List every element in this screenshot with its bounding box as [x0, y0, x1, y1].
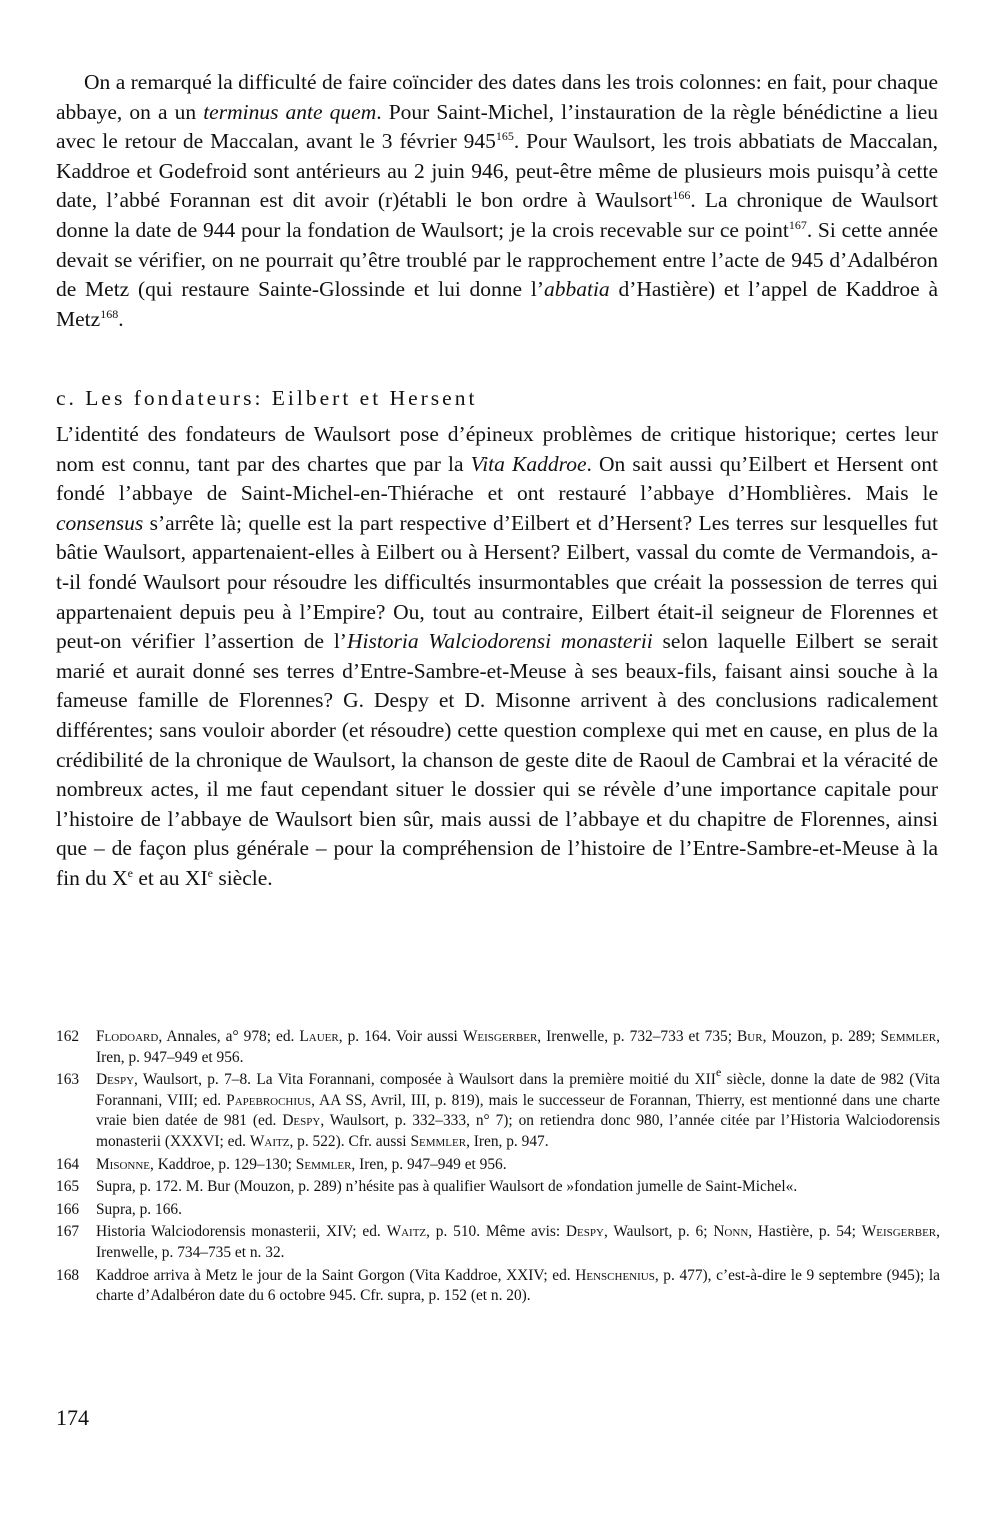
footnote-text-segment: , Mouzon, p. 289;	[762, 1028, 881, 1045]
footnote-text-segment: , Waulsort, p. 7–8. La Vita Forannani, composée à Waulsort dans la première moitié du XII	[134, 1071, 716, 1089]
footnote-number: 163	[56, 1071, 80, 1089]
page-number: 174	[56, 1405, 89, 1430]
text-segment: L’identité des fondateurs de Waulsort pose d’épineux problèmes de critique historique; certes leur nom est connu, tant par des chartes que par la	[56, 422, 938, 476]
footnotes-list	[56, 1027, 940, 1309]
footnote-ref[interactable]: 167	[788, 217, 807, 232]
author-name: Flodoard	[96, 1028, 159, 1045]
footnote-text-segment: , Iren, p. 947–949 et 956.	[351, 1155, 507, 1173]
superscript: e	[127, 865, 133, 880]
footnote-text-segment: , Iren, p. 947–949 et 956.	[96, 1028, 940, 1066]
footnote-text-segment: Historia Walciodorensis monasterii, XIV; ed.	[96, 1223, 387, 1241]
footnote-text-segment: , p. 510. Même avis:	[426, 1223, 566, 1241]
footnote-text-segment: , Iren, p. 947.	[466, 1132, 549, 1150]
author-name: Waitz	[386, 1223, 427, 1241]
footnote-text-segment: , p. 477), c’est-à-dire le 9 septembre (945); la charte d’Adalbéron date du 6 octobre 945. Cfr. supra, p. 152 (et n. 20).	[96, 1266, 940, 1305]
author-name: Despy	[282, 1112, 321, 1130]
text-segment: . Pour Saint-Michel, l’instauration de la règle bénédictine a lieu avec le retour de Maccalan, avant le 3 février 945	[56, 99, 938, 154]
author-name: Weisgerber	[861, 1223, 937, 1241]
text-segment: d’Hastière) et l’appel de Kaddroe à Metz	[56, 277, 938, 331]
text-segment: .	[118, 306, 124, 331]
footnote-text-segment: , Waulsort, p. 332–333, n° 7); on retiendra donc 980, l’année citée par l’Historia Walciodorensis monasterii (XXXVI; ed.	[96, 1112, 941, 1150]
italic-term: abbatia	[543, 277, 610, 302]
footnote-ref[interactable]: 168	[100, 306, 119, 321]
footnote-text-segment: , Annales, a° 978; ed.	[158, 1028, 300, 1045]
author-name: Papebrochius	[226, 1091, 312, 1109]
paragraph-founders	[56, 420, 938, 894]
author-name: Despy	[96, 1071, 135, 1089]
author-name: Semmler	[410, 1132, 467, 1150]
footnote-text	[96, 1065, 941, 1152]
footnote-text-segment: , Irenwelle, p. 732–733 et 735;	[537, 1028, 738, 1045]
text-segment: et au XI	[133, 865, 208, 890]
footnote-ref[interactable]: 166	[672, 188, 691, 203]
footnote-text-segment: Kaddroe arriva à Metz le jour de la Saint Gorgon (Vita Kaddroe, XXIV; ed.	[96, 1266, 576, 1284]
footnote-text-segment: , p. 522). Cfr. aussi	[289, 1132, 411, 1150]
text-segment: . La chronique de Waulsort donne la date de 944 pour la fondation de Waulsort; je la crois recevable sur ce point	[56, 188, 938, 242]
footnote-text	[96, 1200, 940, 1221]
footnote-text-segment: , p. 164. Voir aussi	[338, 1028, 463, 1045]
footnote-text-segment: , Waulsort, p. 6;	[603, 1223, 714, 1241]
italic-title: Historia Walciodorensi monasterii	[346, 629, 653, 654]
author-name: Waitz	[249, 1132, 290, 1150]
text-segment: selon laquelle Eilbert se serait marié et aurait donné ses terres d’Entre-Sambre-et-Meuse à ses beaux-fils, faisant ainsi souche à la fameuse famille de Florennes? G. Despy et D. Misonne arrivent à des conclusions radicalement différentes; sans vouloir aborder (et résoudre) cette question complexe qui met en cause, en plus de la crédibilité de la chronique de Waulsort, la chanson de geste dite de Raoul de Cambrai et la véracité de nombreux actes, il me faut cependant situer le dossier qui se révèle d’une importance capitale pour l’histoire de l’abbaye de Waulsort bien sûr, mais aussi de l’abbaye et du chapitre de Florennes, ainsi que – de façon plus générale – pour la compréhension de l’histoire de l’Entre-Sambre-et-Meuse à la fin du X	[56, 629, 938, 890]
text-segment: . Pour Waulsort, les trois abbatiats de Maccalan, Kaddroe et Godefroid sont antérieurs au 2 juin 946, peut-être même de plusieurs mois puisqu’à cette date, l’abbé Forannan est dit avoir (r)établi le bon ordre à Waulsort	[56, 129, 938, 213]
footnote-text-segment: siècle, donne la date de 982 (Vita Forannani, VIII; ed.	[96, 1071, 941, 1109]
footnote-text-segment: Supra, p. 172. M. Bur (Mouzon, p. 289) n’hésite pas à qualifier Waulsort de »fondation jumelle de Saint-Michel«.	[96, 1178, 798, 1196]
author-name: Misonne	[96, 1155, 151, 1173]
author-name: Despy	[565, 1223, 604, 1241]
footnote-167	[56, 1222, 940, 1263]
author-name: Weisgerber	[462, 1028, 538, 1045]
author-name: Lauer	[299, 1028, 339, 1045]
footnote-number: 164	[56, 1155, 80, 1173]
footnote-text	[96, 1155, 940, 1176]
footnote-number: 162	[56, 1028, 80, 1045]
text-segment: . On sait aussi qu’Eilbert et Hersent ont fondé l’abbaye de Saint-Michel-en-Thiérache et ont restauré l’abbaye d’Homblières. Mais le	[56, 451, 939, 506]
author-name: Bur	[737, 1028, 763, 1045]
text-segment: . Si cette année devait se vérifier, on ne pourrait qu’être troublé par le rapprochement entre l’acte de 945 d’Adalbéron de Metz (qui restaure Sainte-Glossinde et lui donne l’	[56, 217, 938, 302]
text-segment: s’arrête là; quelle est la part respective d’Eilbert et d’Hersent? Les terres sur lesquelles fut bâtie Waulsort, appartenaient-elles à Eilbert ou à Hersent? Eilbert, vassal du comte de Vermandois, a-t-il fondé Waulsort pour résoudre les difficultés insurmontables que créait la possession de terres qui appartenaient depuis peu à l’Empire? Ou, tout au contraire, Eilbert était-il seigneur de Florennes et peut-on vérifier l’assertion de l’	[56, 510, 938, 654]
footnote-text-segment: , AA SS, Avril, III, p. 819), mais le successeur de Forannan, Thierry, est mentionné dans une charte vraie bien datée de 981 (ed.	[96, 1091, 940, 1130]
superscript: e	[207, 865, 213, 880]
paragraph-dates	[56, 68, 938, 334]
footnote-number: 167	[56, 1223, 80, 1241]
footnote-165	[56, 1177, 940, 1198]
footnote-text	[96, 1027, 940, 1068]
footnote-number: 165	[56, 1178, 80, 1196]
footnote-text	[96, 1266, 940, 1307]
section-heading: c. Les fondateurs: Eilbert et Hersent	[56, 386, 478, 410]
footnote-number: 168	[56, 1266, 80, 1284]
footnote-162	[56, 1027, 940, 1068]
superscript: e	[715, 1065, 722, 1080]
footnote-163	[56, 1065, 941, 1152]
footnote-number: 166	[56, 1200, 80, 1218]
footnote-168	[56, 1266, 940, 1307]
italic-term: terminus ante quem	[203, 99, 377, 124]
author-name: Henschenius	[575, 1266, 655, 1284]
author-name: Nonn	[713, 1223, 749, 1241]
italic-title: Vita Kaddroe	[470, 451, 587, 476]
author-name: Semmler	[295, 1155, 352, 1173]
footnote-text-segment: , Kaddroe, p. 129–130;	[150, 1155, 296, 1173]
italic-term: consensus	[56, 510, 144, 535]
footnote-text	[96, 1222, 940, 1263]
footnote-ref[interactable]: 165	[495, 129, 514, 144]
footnote-text-segment: , Irenwelle, p. 734–735 et n. 32.	[96, 1223, 940, 1261]
footnote-164	[56, 1155, 940, 1176]
text-segment: On a remarqué la difficulté de faire coïncider des dates dans les trois colonnes: en fait, pour chaque abbaye, on a un	[56, 70, 938, 124]
footnote-text-segment: Supra, p. 166.	[96, 1200, 182, 1218]
footnote-166	[56, 1200, 940, 1221]
author-name: Semmler	[880, 1028, 937, 1045]
text-segment: siècle.	[212, 865, 273, 890]
footnote-text	[96, 1177, 940, 1198]
footnote-text-segment: , Hastière, p. 54;	[748, 1223, 862, 1241]
